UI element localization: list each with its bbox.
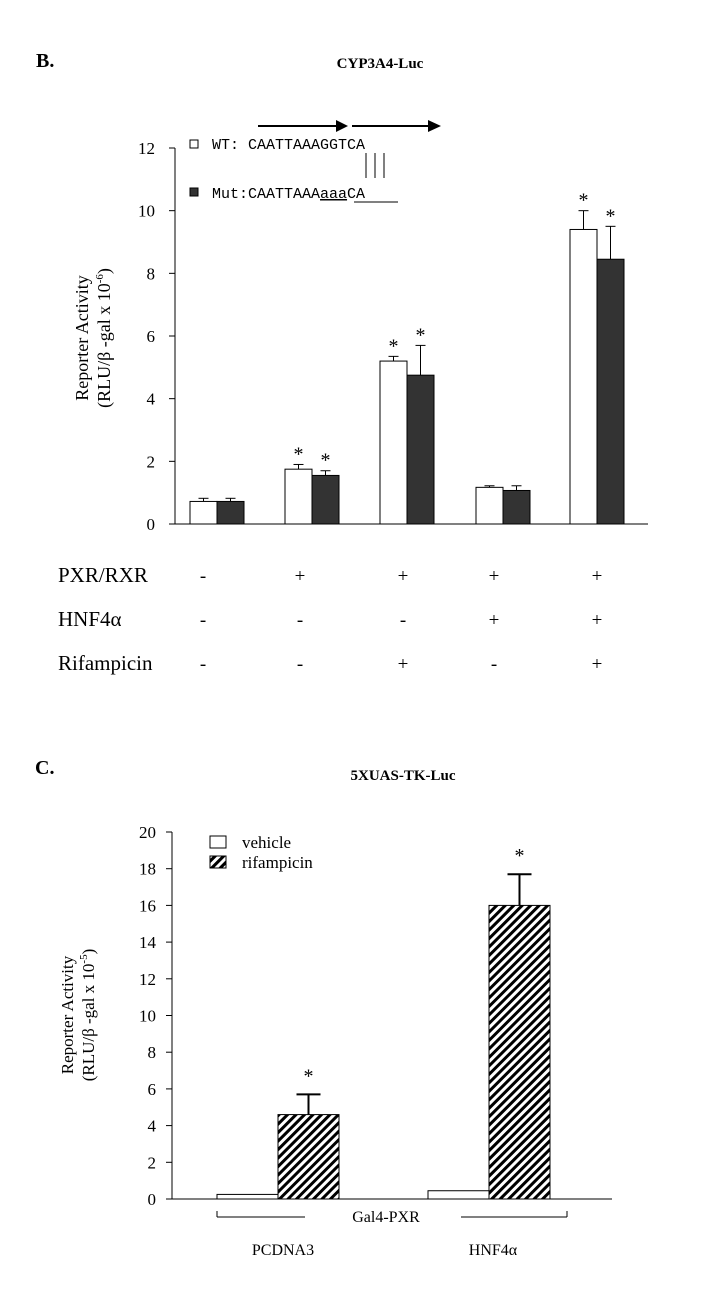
significance-asterisk: * (320, 449, 331, 472)
bar-mut-2 (312, 475, 339, 524)
panel-c-ylabel-line1: Reporter Activity (58, 955, 77, 1075)
bar-vehicle-2 (428, 1191, 489, 1199)
panel-b-legend (190, 120, 441, 203)
panel-b-ylabel-line1: Reporter Activity (72, 275, 92, 401)
bar-mut-5 (597, 259, 624, 524)
condition-value: - (399, 610, 407, 631)
condition-value: + (591, 654, 603, 675)
panel-b-title: CYP3A4-Luc (336, 56, 424, 72)
bar-wt-4 (476, 487, 503, 524)
y-tick-label: 16 (139, 896, 156, 916)
legend-vehicle-swatch (210, 836, 226, 848)
category-label-pcdna3: PCDNA3 (251, 1242, 315, 1259)
category-label-hnf4a: HNF4α (468, 1242, 518, 1259)
y-tick-label: 20 (139, 823, 156, 842)
panel-c-title: 5XUAS-TK-Luc (350, 768, 456, 784)
y-tick-label: 0 (147, 1190, 156, 1209)
legend-wt-swatch (190, 140, 198, 148)
panel-b-arrows (258, 120, 441, 132)
bar-mut-3 (407, 375, 434, 524)
panel-b (36, 50, 648, 675)
condition-value: - (199, 566, 207, 587)
legend-vehicle-label: vehicle (242, 833, 292, 852)
condition-value: - (296, 610, 304, 631)
panel-c (35, 757, 612, 1259)
panel-c-legend (210, 833, 313, 872)
condition-value: - (199, 654, 207, 675)
bar-wt-3 (380, 361, 407, 524)
y-tick-label: 18 (139, 859, 156, 879)
significance-asterisk: * (293, 443, 304, 466)
y-tick-label: 8 (147, 1043, 156, 1063)
bar-wt-5 (570, 229, 597, 524)
panel-c-ylabel (58, 949, 98, 1082)
significance-asterisk: * (303, 1065, 314, 1088)
y-tick-label: 6 (147, 1079, 156, 1099)
bar-rifampicin-1 (278, 1115, 339, 1199)
bar-vehicle-1 (217, 1194, 278, 1199)
y-tick-label: 4 (147, 1116, 156, 1136)
bar-wt-2 (285, 469, 312, 524)
panel-b-ylabel (72, 268, 115, 408)
panel-c-label: C. (35, 757, 55, 779)
panel-c-y-ticks (139, 823, 172, 1209)
condition-value: + (591, 610, 603, 631)
condition-label: HNF4α (58, 607, 122, 631)
y-tick-label: 6 (146, 327, 155, 346)
y-tick-label: 2 (147, 1153, 156, 1173)
y-tick-label: 10 (139, 1006, 156, 1026)
y-tick-label: 12 (138, 139, 155, 158)
bar-wt-1 (190, 501, 217, 524)
mutation-lines (366, 153, 384, 178)
y-tick-label: 4 (146, 389, 155, 409)
panel-b-conditions (58, 563, 602, 675)
y-tick-label: 10 (138, 201, 155, 221)
condition-value: + (591, 566, 603, 587)
legend-mut-swatch (190, 188, 198, 196)
condition-value: + (397, 566, 409, 587)
condition-label: PXR/RXR (58, 563, 148, 587)
condition-value: - (199, 610, 207, 631)
group-label-gal4-pxr: Gal4-PXR (352, 1209, 420, 1226)
condition-value: + (294, 566, 306, 587)
legend-rifampicin-swatch (210, 856, 226, 868)
legend-wt-text: WT: CAATTAAAGGTCA (212, 137, 366, 154)
condition-value: - (490, 654, 498, 675)
bar-mut-1 (217, 501, 244, 524)
condition-label: Rifampicin (58, 651, 153, 675)
y-tick-label: 14 (139, 933, 156, 953)
bar-mut-4 (503, 490, 530, 524)
panel-b-label: B. (36, 50, 55, 72)
panel-c-grouping (217, 1209, 567, 1226)
condition-value: - (296, 654, 304, 675)
significance-asterisk: * (605, 205, 616, 228)
panel-b-bars (190, 190, 624, 524)
panel-b-y-ticks (138, 139, 175, 534)
panel-b-ylabel-line2: (RLU/β -gal x $10^{-6}$) (94, 268, 114, 408)
bar-rifampicin-2 (489, 905, 550, 1199)
significance-asterisk: * (578, 189, 589, 212)
condition-value: + (488, 566, 500, 587)
significance-asterisk: * (415, 324, 426, 347)
legend-rifampicin-label: rifampicin (242, 853, 313, 872)
panel-c-ylabel-line2: (RLU/β -gal x $10^{-5}$) (78, 948, 98, 1082)
significance-asterisk: * (388, 335, 399, 358)
panel-c-bars (217, 845, 550, 1199)
y-tick-label: 2 (146, 452, 155, 472)
y-tick-label: 12 (139, 969, 156, 989)
y-tick-label: 8 (146, 264, 155, 284)
legend-mut-text: Mut:CAATTAAAaaaCA (212, 186, 366, 203)
condition-value: + (397, 654, 409, 675)
condition-value: + (488, 610, 500, 631)
significance-asterisk: * (514, 845, 525, 868)
y-tick-label: 0 (146, 515, 155, 534)
